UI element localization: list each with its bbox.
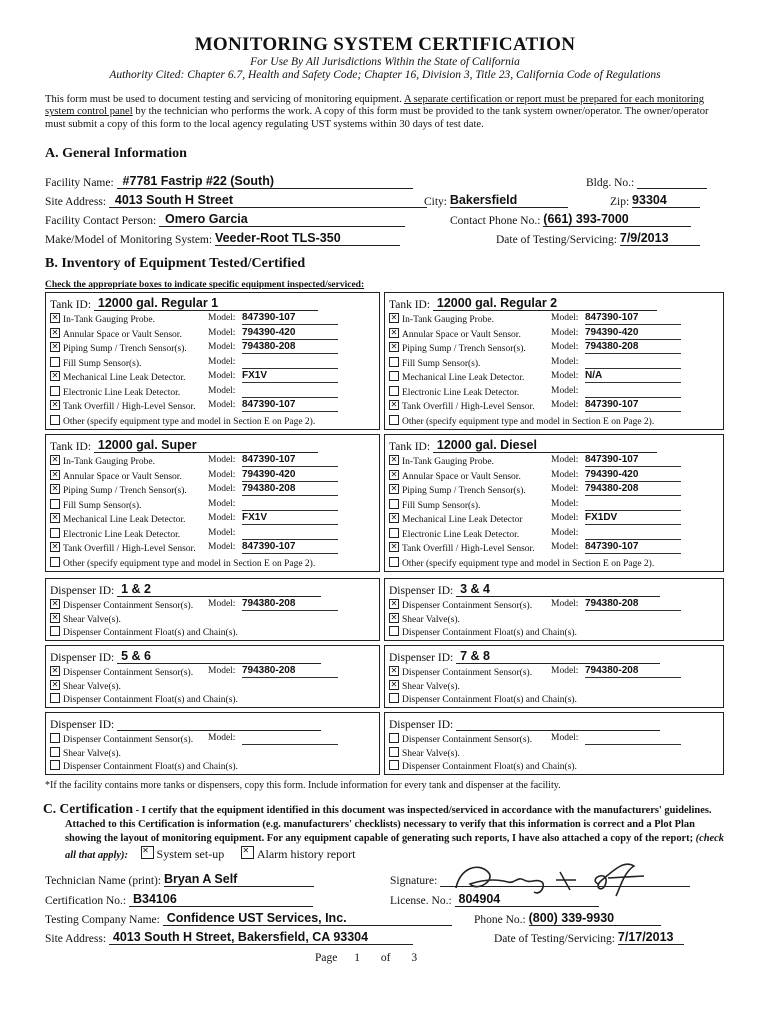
equipment-checkbox[interactable] xyxy=(389,342,399,352)
zip-value[interactable]: 93304 xyxy=(632,193,700,208)
equipment-row: ✕In-Tank Gauging Probe. xyxy=(389,455,494,467)
city-value[interactable]: Bakersfield xyxy=(450,193,568,208)
model-label: Model: xyxy=(208,513,236,523)
authority-cited: Authority Cited: Chapter 6.7, Health and Safety Code; Chapter 16, Division 3, Title 23, California Code of Regulations xyxy=(109,69,661,81)
facility-name-line: Facility Name: #7781 Fastrip #22 (South) xyxy=(45,174,413,189)
model-label: Model: xyxy=(208,342,236,352)
company-address-value[interactable]: 4013 South H Street, Bakersfield, CA 93304 xyxy=(109,930,413,945)
equipment-checkbox[interactable] xyxy=(389,455,399,465)
equipment-row: ✕Tank Overfill / High-Level Sensor. xyxy=(50,400,196,412)
equipment-checkbox[interactable] xyxy=(50,528,60,538)
model-value[interactable] xyxy=(585,385,681,398)
equipment-checkbox[interactable] xyxy=(50,470,60,480)
model-value[interactable]: 847390-107 xyxy=(585,399,681,412)
technician-name-value[interactable]: Bryan A Self xyxy=(164,872,314,887)
equipment-row: ✕Tank Overfill / High-Level Sensor. xyxy=(389,400,535,412)
dispenser-block xyxy=(384,645,724,708)
equipment-checkbox[interactable] xyxy=(50,760,60,770)
model-label: Model: xyxy=(551,542,579,552)
equipment-checkbox[interactable] xyxy=(50,693,60,703)
form-title: MONITORING SYSTEM CERTIFICATION xyxy=(194,34,576,55)
dispenser-block xyxy=(384,712,724,775)
dispenser-id-value[interactable] xyxy=(117,716,321,731)
model-label: Model: xyxy=(551,313,579,323)
equipment-checkbox[interactable] xyxy=(389,680,399,690)
equipment-row: Electronic Line Leak Detector. xyxy=(389,386,519,398)
model-label: Model: xyxy=(551,498,579,509)
model-value[interactable]: 847390-107 xyxy=(242,312,338,325)
bldg-value[interactable] xyxy=(637,174,707,189)
tank-id-value[interactable]: 12000 gal. Regular 1 xyxy=(94,296,318,311)
model-value[interactable]: FX1DV xyxy=(585,512,681,525)
dispenser-id-value[interactable] xyxy=(456,716,660,731)
model-label: Model: xyxy=(208,400,236,410)
dispenser-id-line: Dispenser ID: 5 & 6 xyxy=(50,649,321,664)
equipment-checkbox[interactable] xyxy=(389,371,399,381)
model-label: Model: xyxy=(551,342,579,352)
equipment-row: ✕Mechanical Line Leak Detector. xyxy=(50,513,185,525)
equipment-row: Other (specify equipment type and model in Section E on Page 2). xyxy=(50,415,315,427)
contact-person-value[interactable]: Omero Garcia xyxy=(159,212,405,227)
model-value[interactable] xyxy=(242,385,338,398)
equipment-row: Other (specify equipment type and model in Section E on Page 2). xyxy=(389,557,654,569)
dispenser-equipment-row: Dispenser Containment Float(s) and Chain(s). xyxy=(389,693,577,705)
zip-line: Zip: 93304 xyxy=(610,193,700,208)
equipment-row: Fill Sump Sensor(s). xyxy=(389,499,480,511)
equipment-checkbox[interactable] xyxy=(50,666,60,676)
model-label: Model: xyxy=(551,513,579,523)
facility-name-value[interactable]: #7781 Fastrip #22 (South) xyxy=(117,174,413,189)
service-date-line: Date of Testing/Servicing: 7/17/2013 xyxy=(494,930,684,945)
model-label: Model: xyxy=(208,469,236,480)
equipment-checkbox[interactable] xyxy=(50,599,60,609)
model-value[interactable]: 847390-107 xyxy=(242,399,338,412)
system-setup-option[interactable]: ✕ System set-up xyxy=(141,850,225,861)
section-b-heading: B. Inventory of Equipment Tested/Certified xyxy=(45,256,306,271)
model-value[interactable] xyxy=(585,498,681,511)
model-label: Model: xyxy=(208,385,236,396)
dispenser-equipment-row: Dispenser Containment Sensor(s). xyxy=(50,733,193,745)
equipment-checkbox[interactable] xyxy=(389,499,399,509)
model-label: Model: xyxy=(208,666,236,676)
check-boxes-instruction: Check the appropriate boxes to indicate specific equipment inspected/serviced: xyxy=(45,280,365,290)
company-phone-value[interactable]: (800) 339-9930 xyxy=(529,911,661,926)
license-no-value[interactable]: 804904 xyxy=(455,892,599,907)
equipment-row: ✕Tank Overfill / High-Level Sensor. xyxy=(50,542,196,554)
equipment-checkbox[interactable] xyxy=(389,666,399,676)
equipment-row: Electronic Line Leak Detector. xyxy=(389,528,519,540)
dispenser-equipment-row: ✕Shear Valve(s). xyxy=(50,613,121,625)
dispenser-equipment-row: ✕Shear Valve(s). xyxy=(389,613,460,625)
model-label: Model: xyxy=(551,356,579,367)
equipment-row: Other (specify equipment type and model in Section E on Page 2). xyxy=(50,557,315,569)
model-value[interactable] xyxy=(242,527,338,540)
equipment-row: ✕Annular Space or Vault Sensor. xyxy=(389,470,521,482)
tank-id-line: Tank ID: 12000 gal. Regular 1 xyxy=(50,296,318,311)
model-value[interactable]: FX1V xyxy=(242,512,338,525)
monitoring-system-line: Make/Model of Monitoring System: Veeder-Root TLS-350 xyxy=(45,231,400,246)
company-phone-line: Phone No.: (800) 339-9930 xyxy=(474,911,661,926)
dispenser-equipment-row: ✕Dispenser Containment Sensor(s). xyxy=(389,666,532,678)
equipment-checkbox[interactable] xyxy=(389,557,399,567)
dispenser-equipment-row: Dispenser Containment Float(s) and Chain(s). xyxy=(50,693,238,705)
equipment-checkbox[interactable] xyxy=(50,613,60,623)
equipment-checkbox[interactable] xyxy=(50,680,60,690)
certification-no-value[interactable]: B34106 xyxy=(129,892,313,907)
section-a-heading: A. General Information xyxy=(45,146,187,161)
monitoring-system-value[interactable]: Veeder-Root TLS-350 xyxy=(215,231,400,246)
equipment-checkbox[interactable] xyxy=(50,557,60,567)
equipment-row: ✕Piping Sump / Trench Sensor(s). xyxy=(50,342,187,354)
equipment-row: Fill Sump Sensor(s). xyxy=(389,357,480,369)
model-label: Model: xyxy=(551,666,579,676)
equipment-checkbox[interactable] xyxy=(389,470,399,480)
equipment-row: Fill Sump Sensor(s). xyxy=(50,499,141,511)
system-setup-checkbox[interactable] xyxy=(141,846,154,859)
bldg-line: Bldg. No.: xyxy=(586,174,707,189)
equipment-checkbox[interactable] xyxy=(50,733,60,743)
model-label: Model: xyxy=(208,356,236,367)
model-label: Model: xyxy=(208,484,236,494)
equipment-checkbox[interactable] xyxy=(389,747,399,757)
equipment-checkbox[interactable] xyxy=(50,747,60,757)
model-value[interactable]: 794380-208 xyxy=(242,483,338,496)
equipment-checkbox[interactable] xyxy=(389,542,399,552)
equipment-row: ✕Tank Overfill / High-Level Sensor. xyxy=(389,542,535,554)
dispenser-equipment-row: Shear Valve(s). xyxy=(389,747,460,759)
site-address-line: Site Address: 4013 South H Street xyxy=(45,193,427,208)
equipment-row: ✕Mechanical Line Leak Detector xyxy=(389,513,523,525)
alarm-history-checkbox[interactable] xyxy=(241,846,254,859)
equipment-checkbox[interactable] xyxy=(50,386,60,396)
model-label: Model: xyxy=(551,400,579,410)
model-label: Model: xyxy=(551,733,579,743)
page-number: Page 1 of 3 xyxy=(315,952,418,964)
model-value[interactable]: 794380-208 xyxy=(242,665,338,678)
dispenser-equipment-row: Dispenser Containment Float(s) and Chain(s). xyxy=(50,626,238,638)
site-address-value[interactable]: 4013 South H Street xyxy=(109,193,427,208)
equipment-checkbox[interactable] xyxy=(50,400,60,410)
testing-date-value[interactable]: 7/9/2013 xyxy=(620,231,700,246)
equipment-checkbox[interactable] xyxy=(389,328,399,338)
certification-no-line: Certification No.: B34106 xyxy=(45,892,313,907)
model-value[interactable] xyxy=(585,356,681,369)
dispenser-equipment-row: Shear Valve(s). xyxy=(50,747,121,759)
model-value[interactable]: 794380-208 xyxy=(242,341,338,354)
model-label: Model: xyxy=(551,469,579,480)
tank-id-value[interactable]: 12000 gal. Diesel xyxy=(433,438,657,453)
tank-id-value[interactable]: 12000 gal. Regular 2 xyxy=(433,296,657,311)
dispenser-id-value[interactable]: 3 & 4 xyxy=(456,582,660,597)
equipment-row: ✕In-Tank Gauging Probe. xyxy=(50,455,155,467)
equipment-checkbox[interactable] xyxy=(389,693,399,703)
model-label: Model: xyxy=(551,455,579,465)
equipment-row: Fill Sump Sensor(s). xyxy=(50,357,141,369)
model-label: Model: xyxy=(551,385,579,396)
footnote: *If the facility contains more tanks or dispensers, copy this form. Include information for every tank and dispenser at the facility. xyxy=(45,780,561,791)
model-value[interactable]: FX1V xyxy=(242,370,338,383)
equipment-checkbox[interactable] xyxy=(50,455,60,465)
equipment-checkbox[interactable] xyxy=(50,371,60,381)
dispenser-equipment-row: ✕Dispenser Containment Sensor(s). xyxy=(50,666,193,678)
dispenser-id-line: Dispenser ID: 7 & 8 xyxy=(389,649,660,664)
tank-id-line: Tank ID: 12000 gal. Super xyxy=(50,438,318,453)
equipment-checkbox[interactable] xyxy=(389,626,399,636)
testing-company-value[interactable]: Confidence UST Services, Inc. xyxy=(163,911,452,926)
model-label: Model: xyxy=(208,455,236,465)
model-value[interactable]: 794390-420 xyxy=(242,469,338,482)
model-label: Model: xyxy=(208,599,236,609)
model-value[interactable]: 794380-208 xyxy=(585,598,681,611)
equipment-checkbox[interactable] xyxy=(389,733,399,743)
model-value[interactable]: 847390-107 xyxy=(242,454,338,467)
equipment-checkbox[interactable] xyxy=(50,513,60,523)
dispenser-block xyxy=(45,645,380,708)
model-label: Model: xyxy=(208,498,236,509)
equipment-row: ✕Annular Space or Vault Sensor. xyxy=(50,470,182,482)
model-value[interactable]: 847390-107 xyxy=(585,312,681,325)
equipment-checkbox[interactable] xyxy=(50,626,60,636)
equipment-row: Mechanical Line Leak Detector. xyxy=(389,371,524,383)
model-label: Model: xyxy=(551,484,579,494)
tank-block xyxy=(384,292,724,430)
dispenser-id-line: Dispenser ID: 3 & 4 xyxy=(389,582,660,597)
model-value[interactable]: 794380-208 xyxy=(585,483,681,496)
dispenser-equipment-row: Dispenser Containment Sensor(s). xyxy=(389,733,532,745)
equipment-checkbox[interactable] xyxy=(389,313,399,323)
contact-person-line: Facility Contact Person: Omero Garcia xyxy=(45,212,405,227)
equipment-row: ✕Mechanical Line Leak Detector. xyxy=(50,371,185,383)
model-value[interactable]: 847390-107 xyxy=(242,541,338,554)
dispenser-block xyxy=(45,578,380,641)
model-label: Model: xyxy=(208,371,236,381)
model-value[interactable]: 794380-208 xyxy=(585,341,681,354)
equipment-checkbox[interactable] xyxy=(389,484,399,494)
equipment-checkbox[interactable] xyxy=(50,313,60,323)
tank-block xyxy=(384,434,724,572)
model-label: Model: xyxy=(208,733,236,743)
model-value[interactable]: 794390-420 xyxy=(242,327,338,340)
signature-line: Signature: xyxy=(390,872,690,887)
contact-phone-line: Contact Phone No.: (661) 393-7000 xyxy=(450,212,691,227)
contact-phone-value[interactable]: (661) 393-7000 xyxy=(543,212,691,227)
dispenser-id-value[interactable]: 7 & 8 xyxy=(456,649,660,664)
model-value[interactable]: 794380-208 xyxy=(242,598,338,611)
model-value[interactable]: 847390-107 xyxy=(585,454,681,467)
model-value[interactable]: N/A xyxy=(585,370,681,383)
equipment-checkbox[interactable] xyxy=(50,484,60,494)
model-label: Model: xyxy=(551,371,579,381)
model-label: Model: xyxy=(551,527,579,538)
city-line: City: Bakersfield xyxy=(424,193,568,208)
equipment-checkbox[interactable] xyxy=(50,542,60,552)
dispenser-id-line: Dispenser ID: xyxy=(50,716,321,731)
equipment-checkbox[interactable] xyxy=(389,415,399,425)
tank-id-line: Tank ID: 12000 gal. Regular 2 xyxy=(389,296,657,311)
dispenser-id-line: Dispenser ID: xyxy=(389,716,660,731)
equipment-row: ✕Annular Space or Vault Sensor. xyxy=(389,328,521,340)
dispenser-equipment-row: Dispenser Containment Float(s) and Chain(s). xyxy=(389,760,577,772)
model-label: Model: xyxy=(551,327,579,338)
equipment-checkbox[interactable] xyxy=(389,599,399,609)
equipment-checkbox[interactable] xyxy=(389,528,399,538)
equipment-checkbox[interactable] xyxy=(389,760,399,770)
company-address-line: Site Address: 4013 South H Street, Bakersfield, CA 93304 xyxy=(45,930,413,945)
tank-block xyxy=(45,292,380,430)
testing-company-line: Testing Company Name: Confidence UST Services, Inc. xyxy=(45,911,452,926)
model-label: Model: xyxy=(208,313,236,323)
model-value[interactable]: 794390-420 xyxy=(585,469,681,482)
model-value[interactable] xyxy=(242,498,338,511)
equipment-row: ✕In-Tank Gauging Probe. xyxy=(389,313,494,325)
dispenser-equipment-row: ✕Shear Valve(s). xyxy=(50,680,121,692)
model-value[interactable] xyxy=(242,732,338,745)
model-label: Model: xyxy=(208,542,236,552)
equipment-checkbox[interactable] xyxy=(50,357,60,367)
dispenser-equipment-row: ✕Shear Valve(s). xyxy=(389,680,460,692)
model-value[interactable] xyxy=(585,732,681,745)
model-label: Model: xyxy=(208,327,236,338)
model-value[interactable]: 794380-208 xyxy=(585,665,681,678)
equipment-row: Electronic Line Leak Detector. xyxy=(50,386,180,398)
equipment-checkbox[interactable] xyxy=(50,328,60,338)
equipment-checkbox[interactable] xyxy=(50,415,60,425)
equipment-row: ✕Annular Space or Vault Sensor. xyxy=(50,328,182,340)
alarm-history-option[interactable]: ✕ Alarm history report xyxy=(241,850,356,861)
technician-name-line: Technician Name (print): Bryan A Self xyxy=(45,872,314,887)
equipment-row: ✕Piping Sump / Trench Sensor(s). xyxy=(389,342,526,354)
equipment-checkbox[interactable] xyxy=(389,357,399,367)
tank-id-line: Tank ID: 12000 gal. Diesel xyxy=(389,438,657,453)
equipment-checkbox[interactable] xyxy=(389,613,399,623)
license-no-line: License. No.: 804904 xyxy=(390,892,599,907)
equipment-checkbox[interactable] xyxy=(389,513,399,523)
model-value[interactable] xyxy=(242,356,338,369)
intro-paragraph: This form must be used to document testing and servicing of monitoring equipment. A separate certification or report must be prepared for each monitoring system control panel by the technician who performs the work. A copy of this form must be provided to the tank system owner/operator. The owner/operator must submit a copy of this form to the local agency regulating UST systems within 30 days of test date. xyxy=(45,94,709,130)
dispenser-equipment-row: ✕Dispenser Containment Sensor(s). xyxy=(50,599,193,611)
dispenser-id-value[interactable]: 5 & 6 xyxy=(117,649,321,664)
equipment-row: ✕Piping Sump / Trench Sensor(s). xyxy=(389,484,526,496)
equipment-row: ✕Piping Sump / Trench Sensor(s). xyxy=(50,484,187,496)
dispenser-id-line: Dispenser ID: 1 & 2 xyxy=(50,582,321,597)
model-value[interactable]: 847390-107 xyxy=(585,541,681,554)
equipment-row: ✕In-Tank Gauging Probe. xyxy=(50,313,155,325)
certification-statement: C. Certification - I certify that the equipment identified in this document was inspected/serviced in accordance with the manufacturers' guidelines. Attached to this Certification is information (e.g. manufacturers' checklists) necessary to verify that this information is correct and a Plot Plan showing the layout of monitoring equipment. For any equipment capable of generating such reports, I have also attached a copy of the report; (check all that apply): ✕ System set-up ✕ Alarm history report xyxy=(65,802,725,863)
model-value[interactable] xyxy=(585,527,681,540)
equipment-checkbox[interactable] xyxy=(389,400,399,410)
equipment-checkbox[interactable] xyxy=(50,499,60,509)
testing-date-line: Date of Testing/Servicing: 7/9/2013 xyxy=(496,231,700,246)
model-value[interactable]: 794390-420 xyxy=(585,327,681,340)
equipment-row: Electronic Line Leak Detector. xyxy=(50,528,180,540)
dispenser-equipment-row: Dispenser Containment Float(s) and Chain(s). xyxy=(389,626,577,638)
tank-id-value[interactable]: 12000 gal. Super xyxy=(94,438,318,453)
dispenser-equipment-row: ✕Dispenser Containment Sensor(s). xyxy=(389,599,532,611)
tank-block xyxy=(45,434,380,572)
model-label: Model: xyxy=(208,527,236,538)
dispenser-id-value[interactable]: 1 & 2 xyxy=(117,582,321,597)
dispenser-block xyxy=(45,712,380,775)
equipment-checkbox[interactable] xyxy=(50,342,60,352)
section-c-heading: C. Certification xyxy=(43,801,133,816)
service-date-value[interactable]: 7/17/2013 xyxy=(618,930,684,945)
dispenser-block xyxy=(384,578,724,641)
form-subtitle: For Use By All Jurisdictions Within the State of California xyxy=(250,56,520,68)
equipment-checkbox[interactable] xyxy=(389,386,399,396)
dispenser-equipment-row: Dispenser Containment Float(s) and Chain(s). xyxy=(50,760,238,772)
model-label: Model: xyxy=(551,599,579,609)
equipment-row: Other (specify equipment type and model in Section E on Page 2). xyxy=(389,415,654,427)
